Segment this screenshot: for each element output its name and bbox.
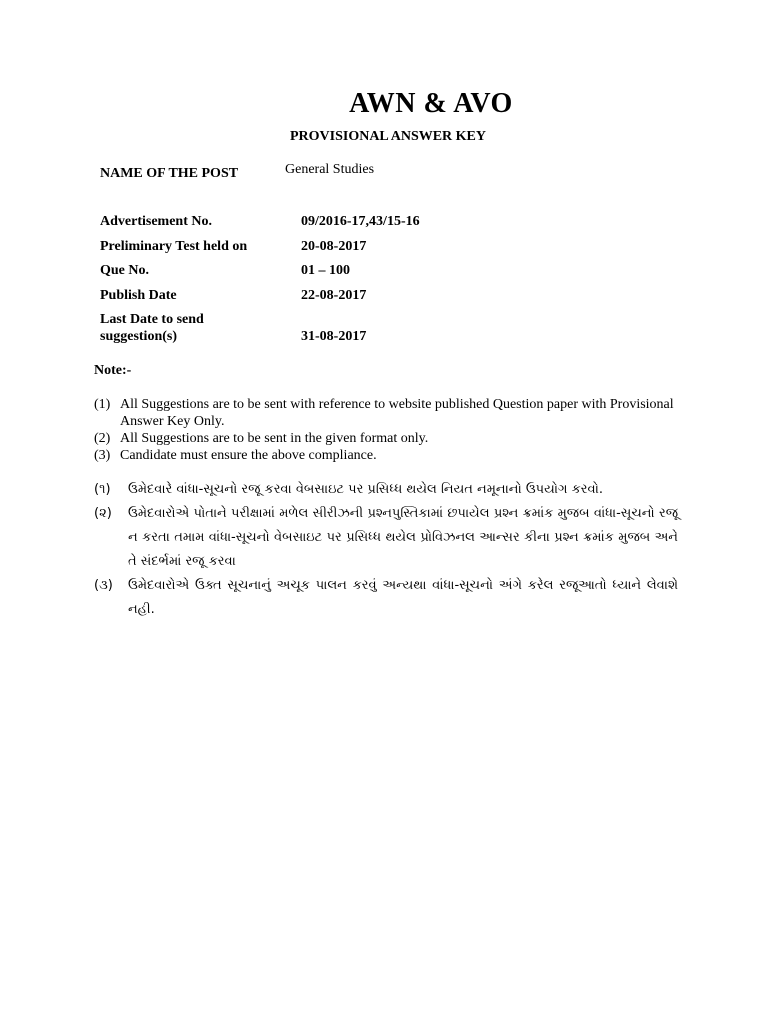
list-item-number: (1)	[94, 397, 111, 412]
list-item	[94, 396, 678, 430]
list-item-text: Candidate must ensure the above compliance.	[120, 448, 377, 463]
list-item-number: (૧)	[94, 482, 111, 497]
info-value: 01 – 100	[301, 263, 350, 278]
page-subtitle: PROVISIONAL ANSWER KEY	[289, 129, 487, 144]
list-item	[94, 574, 678, 622]
list-item-text: ઉમેદવારોએ પોતાને પરીક્ષામાં મળેલ સીરીઝની પ્રશ્નપુસ્તિકામાં છપાયેલ પ્રશ્ન ક્રમાંક મુજબ વાંધા-સૂચનો રજૂ ન કરતા તમામ વાંધા-સૂચનો વેબસાઇટ પર પ્રસિધ્ધ થયેલ પ્રોવિઝનલ આન્સર કીના પ્રશ્ન ક્રમાંક મુજબ અને તે સંદર્ભમાં રજૂ કરવા	[128, 506, 678, 569]
list-item	[94, 478, 678, 502]
info-value: 22-08-2017	[301, 288, 367, 303]
info-label: Preliminary Test held on	[100, 239, 248, 254]
info-value: 09/2016-17,43/15-16	[301, 214, 420, 229]
info-label: Publish Date	[100, 288, 177, 303]
list-item-number: (૩)	[94, 578, 113, 593]
info-label: Last Date to send suggestion(s)	[100, 312, 204, 344]
info-label: Que No.	[100, 263, 149, 278]
list-item	[94, 430, 678, 447]
list-item-text: ઉમેદવારે વાંધા-સૂચનો રજૂ કરવા વેબસાઇટ પર પ્રસિધ્ધ થયેલ નિયત નમૂનાનો ઉપયોગ કરવો.	[128, 482, 603, 497]
list-item-text: All Suggestions are to be sent with reference to website published Question paper with Provisional Answer Key Only.	[120, 397, 674, 429]
gujarati-notes-list	[94, 478, 678, 622]
post-name-value: General Studies	[285, 162, 375, 177]
english-notes-list	[94, 396, 678, 464]
list-item	[94, 447, 678, 464]
list-item-number: (3)	[94, 448, 111, 463]
note-heading: Note:-	[94, 363, 132, 378]
list-item-number: (૨)	[94, 506, 112, 521]
list-item-number: (2)	[94, 431, 111, 446]
post-name-label: NAME OF THE POST	[100, 166, 239, 181]
info-label: Advertisement No.	[100, 214, 212, 229]
info-value: 20-08-2017	[301, 239, 367, 254]
list-item-text: All Suggestions are to be sent in the given format only.	[120, 431, 429, 446]
info-value: 31-08-2017	[301, 329, 367, 344]
list-item-text: ઉમેદવારોએ ઉક્ત સૂચનાનું અચૂક પાલન કરવું અન્યથા વાંધા-સૂચનો અંગે કરેલ રજૂઆતો ધ્યાને લેવાશે નહી.	[128, 578, 678, 617]
page-title: AWN & AVO	[349, 88, 513, 119]
list-item	[94, 502, 678, 574]
